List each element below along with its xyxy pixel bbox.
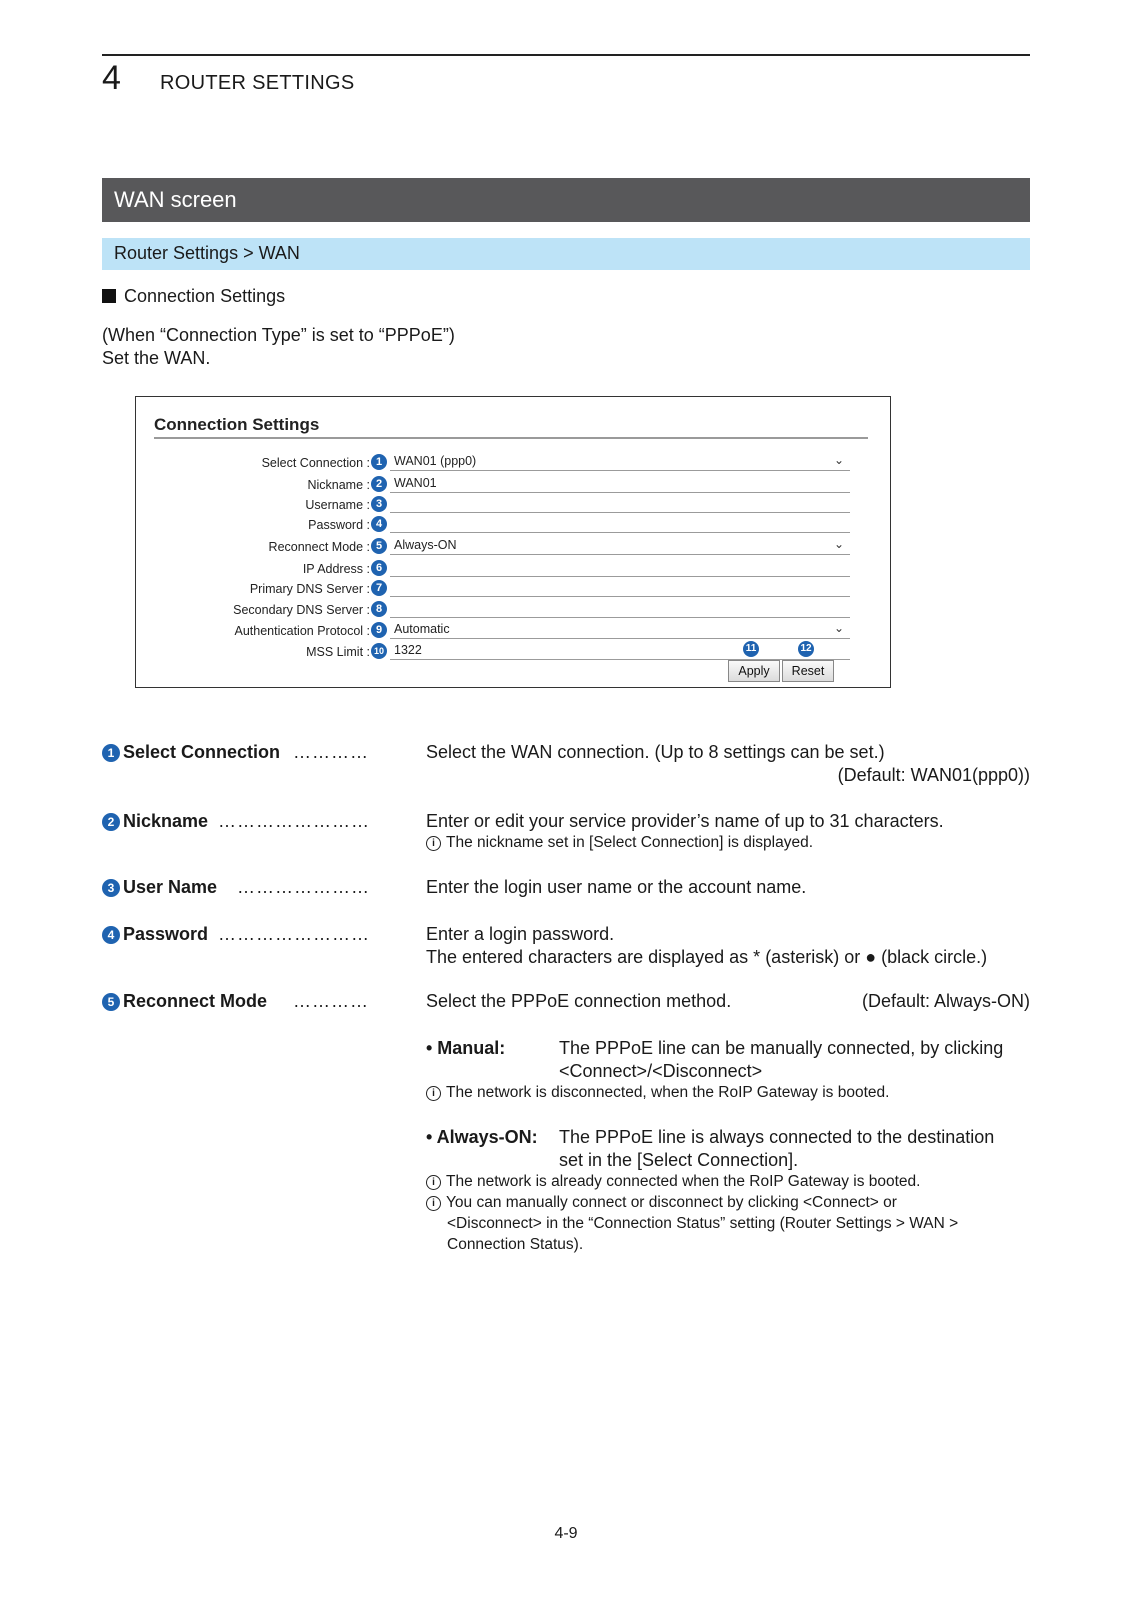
callout-badge: 7: [371, 580, 387, 596]
field-row-reconnect-mode: [136, 537, 890, 557]
connection-settings-screenshot: [135, 396, 891, 688]
section-title-bar: [102, 178, 1030, 222]
always-on-option-note-2-cont: <Disconnect> in the “Connection Status” setting (Router Settings > WAN >: [447, 1215, 959, 1232]
secondary-dns-input[interactable]: [390, 600, 850, 618]
field-label: Reconnect Mode :: [268, 540, 370, 554]
reset-button[interactable]: Reset: [782, 660, 834, 682]
leader-dots: …………………: [237, 877, 370, 897]
primary-dns-input[interactable]: [390, 579, 850, 597]
term-label: Password: [123, 924, 209, 944]
field-row-select-connection: [136, 453, 890, 473]
always-on-option-label: • Always-ON:: [426, 1127, 538, 1147]
callout-badge: 5: [371, 538, 387, 554]
field-label: Username :: [305, 498, 370, 512]
field-value: WAN01 (ppp0): [394, 454, 477, 468]
subheading-text: Connection Settings: [124, 286, 286, 306]
leader-dots: ……………………: [218, 924, 370, 944]
field-label: Password :: [308, 518, 370, 532]
note-text: You can manually connect or disconnect by clicking <Connect> or: [446, 1194, 897, 1211]
leader-dots: …………: [293, 991, 369, 1011]
note-text: The network is disconnected, when the RoIP Gateway is booted.: [446, 1084, 890, 1101]
manual-option-label: • Manual:: [426, 1038, 506, 1058]
callout-badge-apply: 11: [743, 641, 759, 657]
square-bullet-icon: [102, 289, 116, 303]
section-title: WAN screen: [114, 187, 237, 212]
auth-protocol-dropdown[interactable]: [390, 621, 850, 639]
field-row-username: [136, 495, 890, 515]
info-icon: i: [426, 1086, 441, 1101]
field-label: Select Connection :: [261, 456, 370, 470]
item-nickname-note: [426, 834, 813, 852]
term-label: User Name: [123, 877, 218, 897]
nickname-input[interactable]: [390, 475, 850, 493]
subheading: [102, 286, 285, 307]
term-label: Select Connection: [123, 742, 281, 762]
manual-option-desc: The PPPoE line can be manually connected, by clicking: [559, 1038, 1004, 1058]
field-row-ip-address: [136, 559, 890, 579]
always-on-option-desc: The PPPoE line is always connected to the destination: [559, 1127, 995, 1147]
password-input[interactable]: [390, 515, 850, 533]
header-rule: [102, 54, 1030, 56]
field-label: Secondary DNS Server :: [233, 603, 370, 617]
breadcrumb-bar: [102, 238, 1030, 270]
item-reconnect-mode-desc: Select the PPPoE connection method.: [426, 991, 732, 1011]
field-label: IP Address :: [302, 562, 370, 576]
callout-badge: 10: [371, 643, 387, 659]
ip-address-input[interactable]: [390, 559, 850, 577]
manual-option-desc-2: <Connect>/<Disconnect>: [559, 1061, 763, 1081]
field-value: Automatic: [394, 622, 450, 636]
leader-dots: …………: [293, 742, 369, 762]
always-on-option-note-2: [426, 1194, 897, 1212]
item-reconnect-mode-default: (Default: Always-ON): [861, 991, 1030, 1011]
item-select-connection-default: (Default: WAN01(ppp0)): [837, 765, 1030, 785]
callout-badge: 3: [371, 496, 387, 512]
field-row-secondary-dns: [136, 600, 890, 620]
term-label: Reconnect Mode: [123, 991, 268, 1011]
chapter-title: ROUTER SETTINGS: [160, 72, 355, 94]
reconnect-mode-dropdown[interactable]: [390, 537, 850, 555]
note-text: The network is already connected when the RoIP Gateway is booted.: [446, 1173, 921, 1190]
select-connection-dropdown[interactable]: [390, 453, 850, 471]
field-row-auth-protocol: [136, 621, 890, 641]
username-input[interactable]: [390, 495, 850, 513]
item-reconnect-mode-term: [102, 991, 267, 1012]
apply-button[interactable]: Apply: [728, 660, 780, 682]
intro-instruction: Set the WAN.: [102, 348, 211, 368]
field-label: Nickname :: [307, 478, 370, 492]
item-password-desc: Enter a login password.: [426, 924, 615, 944]
always-on-option-desc-2: set in the [Select Connection].: [559, 1150, 799, 1170]
callout-badge: 4: [371, 516, 387, 532]
breadcrumb: Router Settings > WAN: [114, 243, 300, 263]
chevron-down-icon: ⌄: [833, 537, 844, 551]
item-nickname-desc: Enter or edit your service provider’s name of up to 31 characters.: [426, 811, 944, 831]
panel-rule: [154, 437, 868, 439]
field-row-mss-limit: [136, 642, 890, 662]
field-label: MSS Limit :: [306, 645, 370, 659]
callout-badge: 1: [371, 454, 387, 470]
callout-badge-reset: 12: [798, 641, 814, 657]
field-row-primary-dns: [136, 579, 890, 599]
callout-badge: 6: [371, 560, 387, 576]
leader-dots: ……………………: [218, 811, 370, 831]
item-username-desc: Enter the login user name or the account name.: [426, 877, 807, 897]
item-username-term: [102, 877, 217, 898]
panel-title: Connection Settings: [154, 415, 320, 434]
field-value: WAN01: [394, 476, 437, 490]
field-label: Authentication Protocol :: [234, 624, 370, 638]
field-row-password: [136, 515, 890, 535]
chapter-number: 4: [102, 59, 121, 97]
callout-badge: 9: [371, 622, 387, 638]
intro-condition: (When “Connection Type” is set to “PPPoE”): [102, 325, 455, 345]
always-on-option-note-1: [426, 1173, 920, 1191]
always-on-option-note-2-end: Connection Status).: [447, 1236, 584, 1253]
info-icon: i: [426, 1196, 441, 1211]
item-select-connection-term: [102, 742, 280, 763]
mss-limit-input[interactable]: [390, 642, 850, 660]
note-text: The nickname set in [Select Connection] is displayed.: [446, 834, 814, 851]
term-label: Nickname: [123, 811, 209, 831]
page-number: 4-9: [554, 1525, 578, 1542]
callout-number: 3: [102, 879, 120, 897]
callout-badge: 8: [371, 601, 387, 617]
field-label: Primary DNS Server :: [249, 582, 370, 596]
item-password-desc-2: The entered characters are displayed as * (asterisk) or ● (black circle.): [426, 947, 988, 967]
field-value: Always-ON: [394, 538, 457, 552]
callout-number: 2: [102, 813, 120, 831]
callout-number: 4: [102, 926, 120, 944]
info-icon: i: [426, 1175, 441, 1190]
callout-badge: 2: [371, 476, 387, 492]
item-nickname-term: [102, 811, 208, 832]
item-password-term: [102, 924, 208, 945]
field-row-nickname: [136, 475, 890, 495]
chevron-down-icon: ⌄: [833, 621, 844, 635]
info-icon: i: [426, 836, 441, 851]
manual-option-note: [426, 1084, 889, 1102]
chevron-down-icon: ⌄: [833, 453, 844, 467]
item-select-connection-desc: Select the WAN connection. (Up to 8 settings can be set.): [426, 742, 885, 762]
callout-number: 1: [102, 744, 120, 762]
field-value: 1322: [394, 643, 422, 657]
callout-number: 5: [102, 993, 120, 1011]
